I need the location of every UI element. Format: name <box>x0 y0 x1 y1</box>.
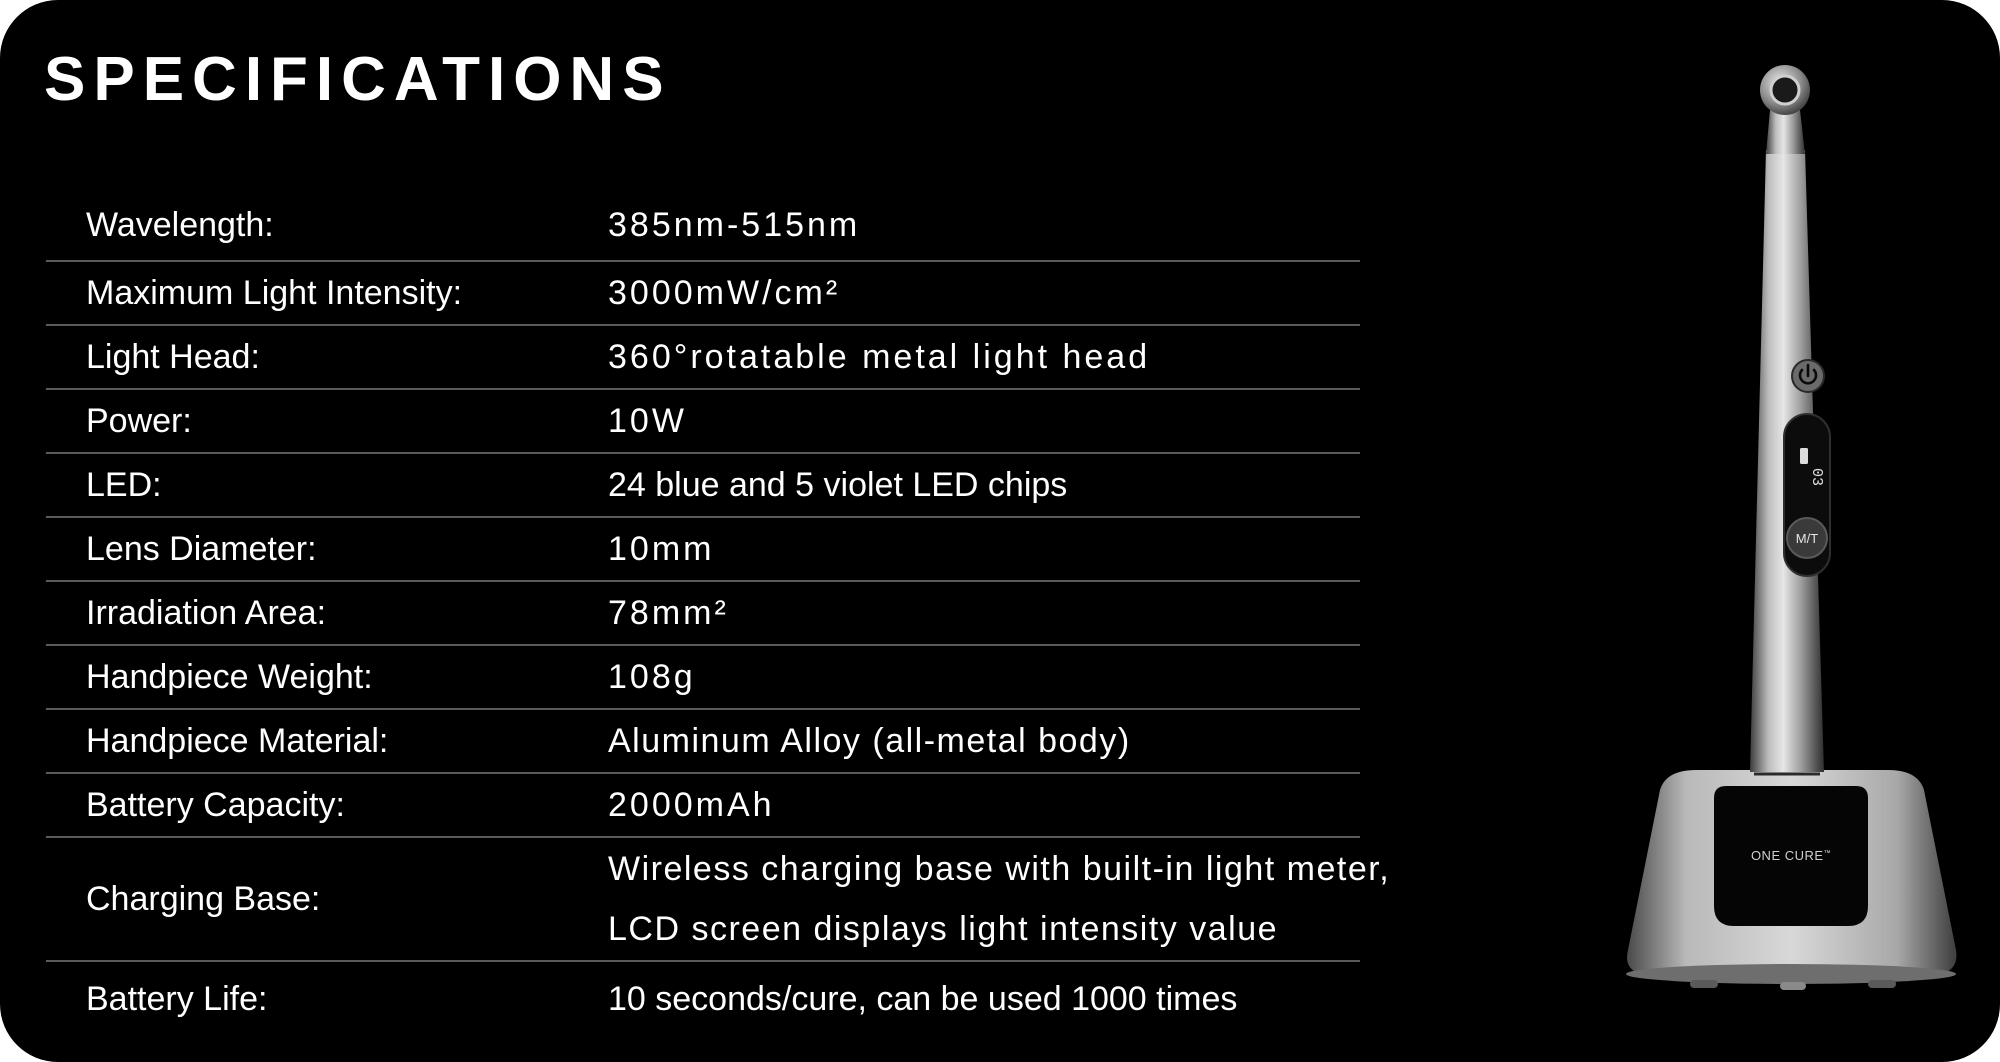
svg-text:ONE CURE™: ONE CURE™ <box>1750 848 1832 863</box>
spec-value <box>608 838 1390 960</box>
spec-label: Irradiation Area: <box>86 593 327 632</box>
spec-value <box>608 262 840 324</box>
spec-value-text: 10 seconds/cure, can be used 1000 times <box>608 980 1238 1018</box>
spec-value-text: 78mm² <box>608 594 729 632</box>
spec-label: Handpiece Weight: <box>86 657 373 696</box>
spec-value <box>608 646 696 708</box>
spec-value-text: Wireless charging base with built-in light meter, <box>608 850 1391 888</box>
spec-value <box>608 518 714 580</box>
spec-value <box>608 190 860 260</box>
spec-value <box>608 710 1131 772</box>
svg-text:M/T: M/T <box>1795 531 1819 546</box>
spec-label: Lens Diameter: <box>86 529 317 568</box>
spec-table <box>46 190 1391 1036</box>
curing-light-device-image <box>1600 50 2000 1010</box>
spec-value <box>608 454 1067 516</box>
spec-row-led <box>46 454 1360 518</box>
spec-row-irradiation-area <box>46 582 1360 646</box>
spec-value <box>608 326 1150 388</box>
spec-label: Light Head: <box>86 337 260 376</box>
spec-value <box>608 582 729 644</box>
spec-label: LED: <box>86 465 162 504</box>
spec-row-max-intensity <box>46 262 1360 326</box>
spec-row-light-head <box>46 326 1360 390</box>
page-title: SPECIFICATIONS <box>44 45 672 114</box>
spec-row-lens-diameter <box>46 518 1360 582</box>
spec-label: Power: <box>86 401 192 440</box>
spec-value-text: Aluminum Alloy (all-metal body) <box>608 722 1131 760</box>
spec-value-text: 2000mAh <box>608 786 775 824</box>
spec-row-battery-capacity <box>46 774 1360 838</box>
power-button[interactable] <box>1792 360 1824 392</box>
spec-row-handpiece-material <box>46 710 1360 774</box>
charging-base <box>1626 770 1956 990</box>
spec-value-text: 108g <box>608 658 696 696</box>
spec-label: Battery Life: <box>86 979 268 1018</box>
spec-value <box>608 390 687 452</box>
spec-value-text: 360°rotatable metal light head <box>608 338 1151 376</box>
spec-label: Maximum Light Intensity: <box>86 273 463 312</box>
spec-row-wavelength <box>46 190 1360 262</box>
spec-value-text: 10W <box>608 402 687 440</box>
spec-row-charging-base <box>46 838 1391 962</box>
spec-value-text: 24 blue and 5 violet LED chips <box>608 466 1068 504</box>
spec-row-battery-life <box>46 962 1360 1036</box>
svg-text:03: 03 <box>1808 468 1825 487</box>
spec-value <box>608 962 1237 1036</box>
spec-label: Charging Base: <box>86 879 321 918</box>
spec-label: Wavelength: <box>86 205 274 244</box>
spec-label: Battery Capacity: <box>86 785 345 824</box>
spec-value-text: LCD screen displays light intensity value <box>608 910 1279 948</box>
spec-value-text: 3000mW/cm² <box>608 274 841 312</box>
spec-row-handpiece-weight <box>46 646 1360 710</box>
spec-label: Handpiece Material: <box>86 721 389 760</box>
spec-value <box>608 774 775 836</box>
spec-value-text: 385nm-515nm <box>608 206 861 244</box>
spec-row-power <box>46 390 1360 454</box>
spec-value-text: 10mm <box>608 530 715 568</box>
mode-timer-button[interactable] <box>1787 518 1827 558</box>
brand-logo <box>1751 848 1831 863</box>
